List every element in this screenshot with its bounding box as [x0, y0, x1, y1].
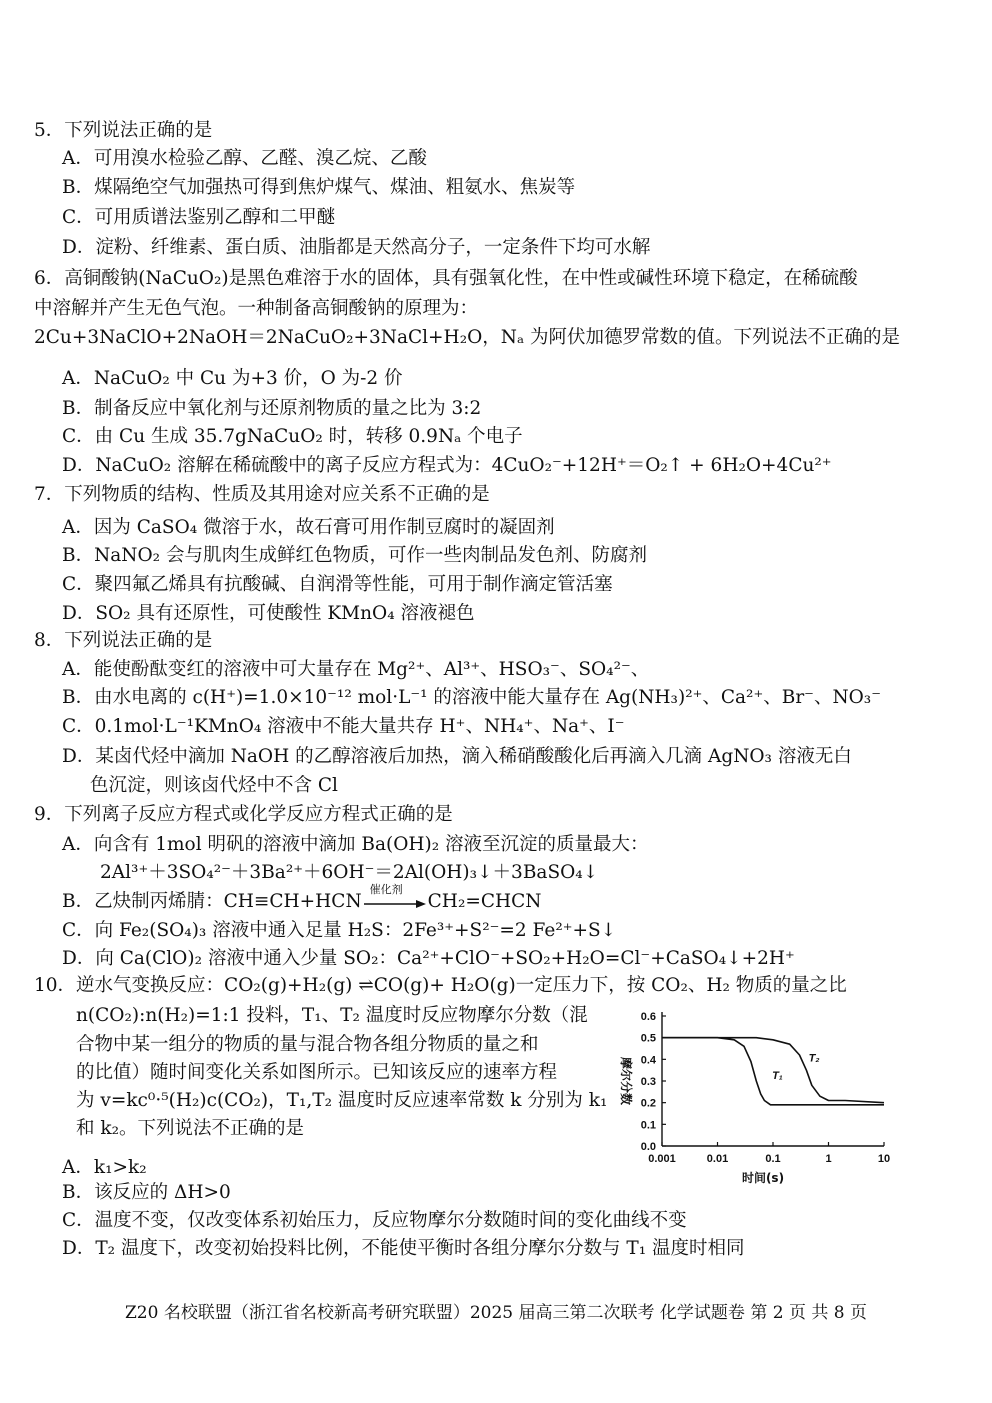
q6-option-d: D．NaCuO₂ 溶解在稀硫酸中的离子反应方程式为：4CuO₂⁻+12H⁺＝O₂↑ + 6H₂O+4Cu²⁺ [62, 455, 832, 476]
y-axis-label: 摩尔分数 [619, 1056, 633, 1106]
q6-option-b: B．制备反应中氧化剂与还原剂物质的量之比为 3:2 [62, 398, 482, 419]
q5-option-c: C．可用质谱法鉴别乙醇和二甲醚 [62, 207, 336, 228]
y-tick-label: 0.5 [640, 1032, 656, 1045]
curve-label-1: T₁ [772, 1069, 783, 1082]
y-tick-label: 0.4 [640, 1054, 656, 1067]
q6-stem-3: 2Cu+3NaClO+2NaOH＝2NaCuO₂+3NaCl+H₂O，Nₐ 为阿伏加德罗常数的值。下列说法不正确的是 [34, 327, 900, 348]
x-tick-label: 1 [825, 1153, 832, 1165]
q10-stem-1: 10．逆水气变换反应：CO₂(g)+H₂(g) ⇌CO(g)+ H₂O(g)一定压力下，按 CO₂、H₂ 物质的量之比 [34, 975, 847, 996]
q10-stem-2: n(CO₂):n(H₂)=1:1 投料，T₁、T₂ 温度时反应物摩尔分数（混 [76, 1005, 588, 1026]
q6-option-c: C．由 Cu 生成 35.7gNaCuO₂ 时，转移 0.9Nₐ 个电子 [62, 426, 523, 447]
q9-stem: 9．下列离子反应方程式或化学反应方程式正确的是 [34, 804, 453, 825]
reaction-arrow [364, 883, 426, 912]
q5-option-d: D．淀粉、纤维素、蛋白质、油脂都是天然高分子，一定条件下均可水解 [62, 237, 651, 258]
q8-option-d-1: D．某卤代烃中滴加 NaOH 的乙醇溶液后加热，滴入稀硝酸酸化后再滴入几滴 AgNO₃ 溶液无白 [62, 746, 852, 767]
q9-option-d: D．向 Ca(ClO)₂ 溶液中通入少量 SO₂：Ca²⁺+ClO⁻+SO₂+H₂O=Cl⁻+CaSO₄↓+2H⁺ [62, 948, 795, 969]
q10-stem-6: 和 k₂。下列说法不正确的是 [76, 1118, 305, 1139]
x-tick-label: 0.001 [648, 1153, 676, 1165]
q6-stem-1: 6．高铜酸钠(NaCuO₂)是黑色难溶于水的固体，具有强氧化性，在中性或碱性环境下稳定，在稀硫酸 [34, 268, 858, 289]
y-tick-label: 0.2 [640, 1097, 656, 1110]
q5-option-b: B．煤隔绝空气加强热可得到焦炉煤气、煤油、粗氨水、焦炭等 [62, 177, 576, 198]
y-tick-label: 0.3 [640, 1076, 656, 1088]
mole-fraction-chart [612, 998, 912, 1193]
q7-stem: 7．下列物质的结构、性质及其用途对应关系不正确的是 [34, 484, 490, 505]
q5-stem: 5．下列说法正确的是 [34, 120, 213, 141]
q9-option-c: C．向 Fe₂(SO₄)₃ 溶液中通入足量 H₂S：2Fe³⁺+S²⁻=2 Fe²⁺+S↓ [62, 920, 617, 941]
q10-stem-3: 合物中某一组分的物质的量与混合物各组分物质的量之和 [76, 1034, 539, 1055]
q10-option-b: B．该反应的 ΔH>0 [62, 1182, 231, 1203]
q10-stem-5: 为 v=kc⁰·⁵(H₂)c(CO₂)，T₁,T₂ 温度时反应速率常数 k 分别为 k₁ [76, 1090, 608, 1111]
q7-option-d: D．SO₂ 具有还原性，可使酸性 KMnO₄ 溶液褪色 [62, 603, 475, 624]
chart-svg [612, 998, 912, 1193]
q9-option-b-reactants: B．乙炔制丙烯腈：CH≡CH+HCN [62, 891, 362, 912]
q8-option-c: C．0.1mol·L⁻¹KMnO₄ 溶液中不能大量共存 H⁺、NH₄⁺、Na⁺、I⁻ [62, 716, 625, 737]
q8-option-d-2: 色沉淀，则该卤代烃中不含 Cl [90, 775, 338, 796]
q7-option-a: A．因为 CaSO₄ 微溶于水，故石膏可用作制豆腐时的凝固剂 [62, 517, 555, 538]
page-footer: Z20 名校联盟（浙江省名校新高考研究联盟）2025 届高三第二次联考 化学试题卷 第 2 页 共 8 页 [125, 1303, 867, 1323]
curve-label-2: T₂ [808, 1052, 820, 1065]
x-axis-label: 时间(s) [741, 1171, 785, 1185]
arrow-icon [364, 892, 426, 912]
q7-option-c: C．聚四氟乙烯具有抗酸碱、自润滑等性能，可用于制作滴定管活塞 [62, 574, 613, 595]
q5-option-a: A．可用溴水检验乙醇、乙醛、溴乙烷、乙酸 [62, 148, 427, 169]
q7-option-b: B．NaNO₂ 会与肌肉生成鲜红色物质，可作一些肉制品发色剂、防腐剂 [62, 545, 647, 566]
q8-stem: 8．下列说法正确的是 [34, 630, 213, 651]
q9-option-b [62, 883, 542, 915]
q6-option-a: A．NaCuO₂ 中 Cu 为+3 价，O 为-2 价 [62, 368, 403, 389]
x-tick-label: 0.01 [706, 1153, 729, 1165]
q6-stem-2: 中溶解并产生无色气泡。一种制备高铜酸钠的原理为： [34, 298, 479, 319]
catalyst-label: 催化剂 [369, 883, 403, 896]
q10-stem-4: 的比值）随时间变化关系如图所示。已知该反应的速率方程 [76, 1062, 558, 1083]
q8-option-a: A．能使酚酞变红的溶液中可大量存在 Mg²⁺、Al³⁺、HSO₃⁻、SO₄²⁻、 [62, 659, 650, 680]
x-tick-label: 0.1 [765, 1153, 781, 1165]
q9-option-a-2: 2Al³⁺＋3SO₄²⁻＋3Ba²⁺＋6OH⁻＝2Al(OH)₃↓＋3BaSO₄↓ [100, 862, 599, 883]
q10-option-a: A．k₁>k₂ [62, 1157, 147, 1178]
q8-option-b: B．由水电离的 c(H⁺)=1.0×10⁻¹² mol·L⁻¹ 的溶液中能大量存在 Ag(NH₃)²⁺、Ca²⁺、Br⁻、NO₃⁻ [62, 687, 881, 708]
y-tick-label: 0.6 [640, 1011, 656, 1023]
y-tick-label: 0.0 [640, 1141, 656, 1153]
x-tick-label: 10 [877, 1153, 891, 1165]
q9-option-b-product: CH₂=CHCN [427, 891, 542, 912]
q10-option-c: C．温度不变，仅改变体系初始压力，反应物摩尔分数随时间的变化曲线不变 [62, 1210, 687, 1231]
q9-option-a-1: A．向含有 1mol 明矾的溶液中滴加 Ba(OH)₂ 溶液至沉淀的质量最大： [62, 834, 649, 855]
q10-option-d: D．T₂ 温度下，改变初始投料比例，不能使平衡时各组分摩尔分数与 T₁ 温度时相同 [62, 1238, 745, 1259]
y-tick-label: 0.1 [640, 1119, 656, 1132]
